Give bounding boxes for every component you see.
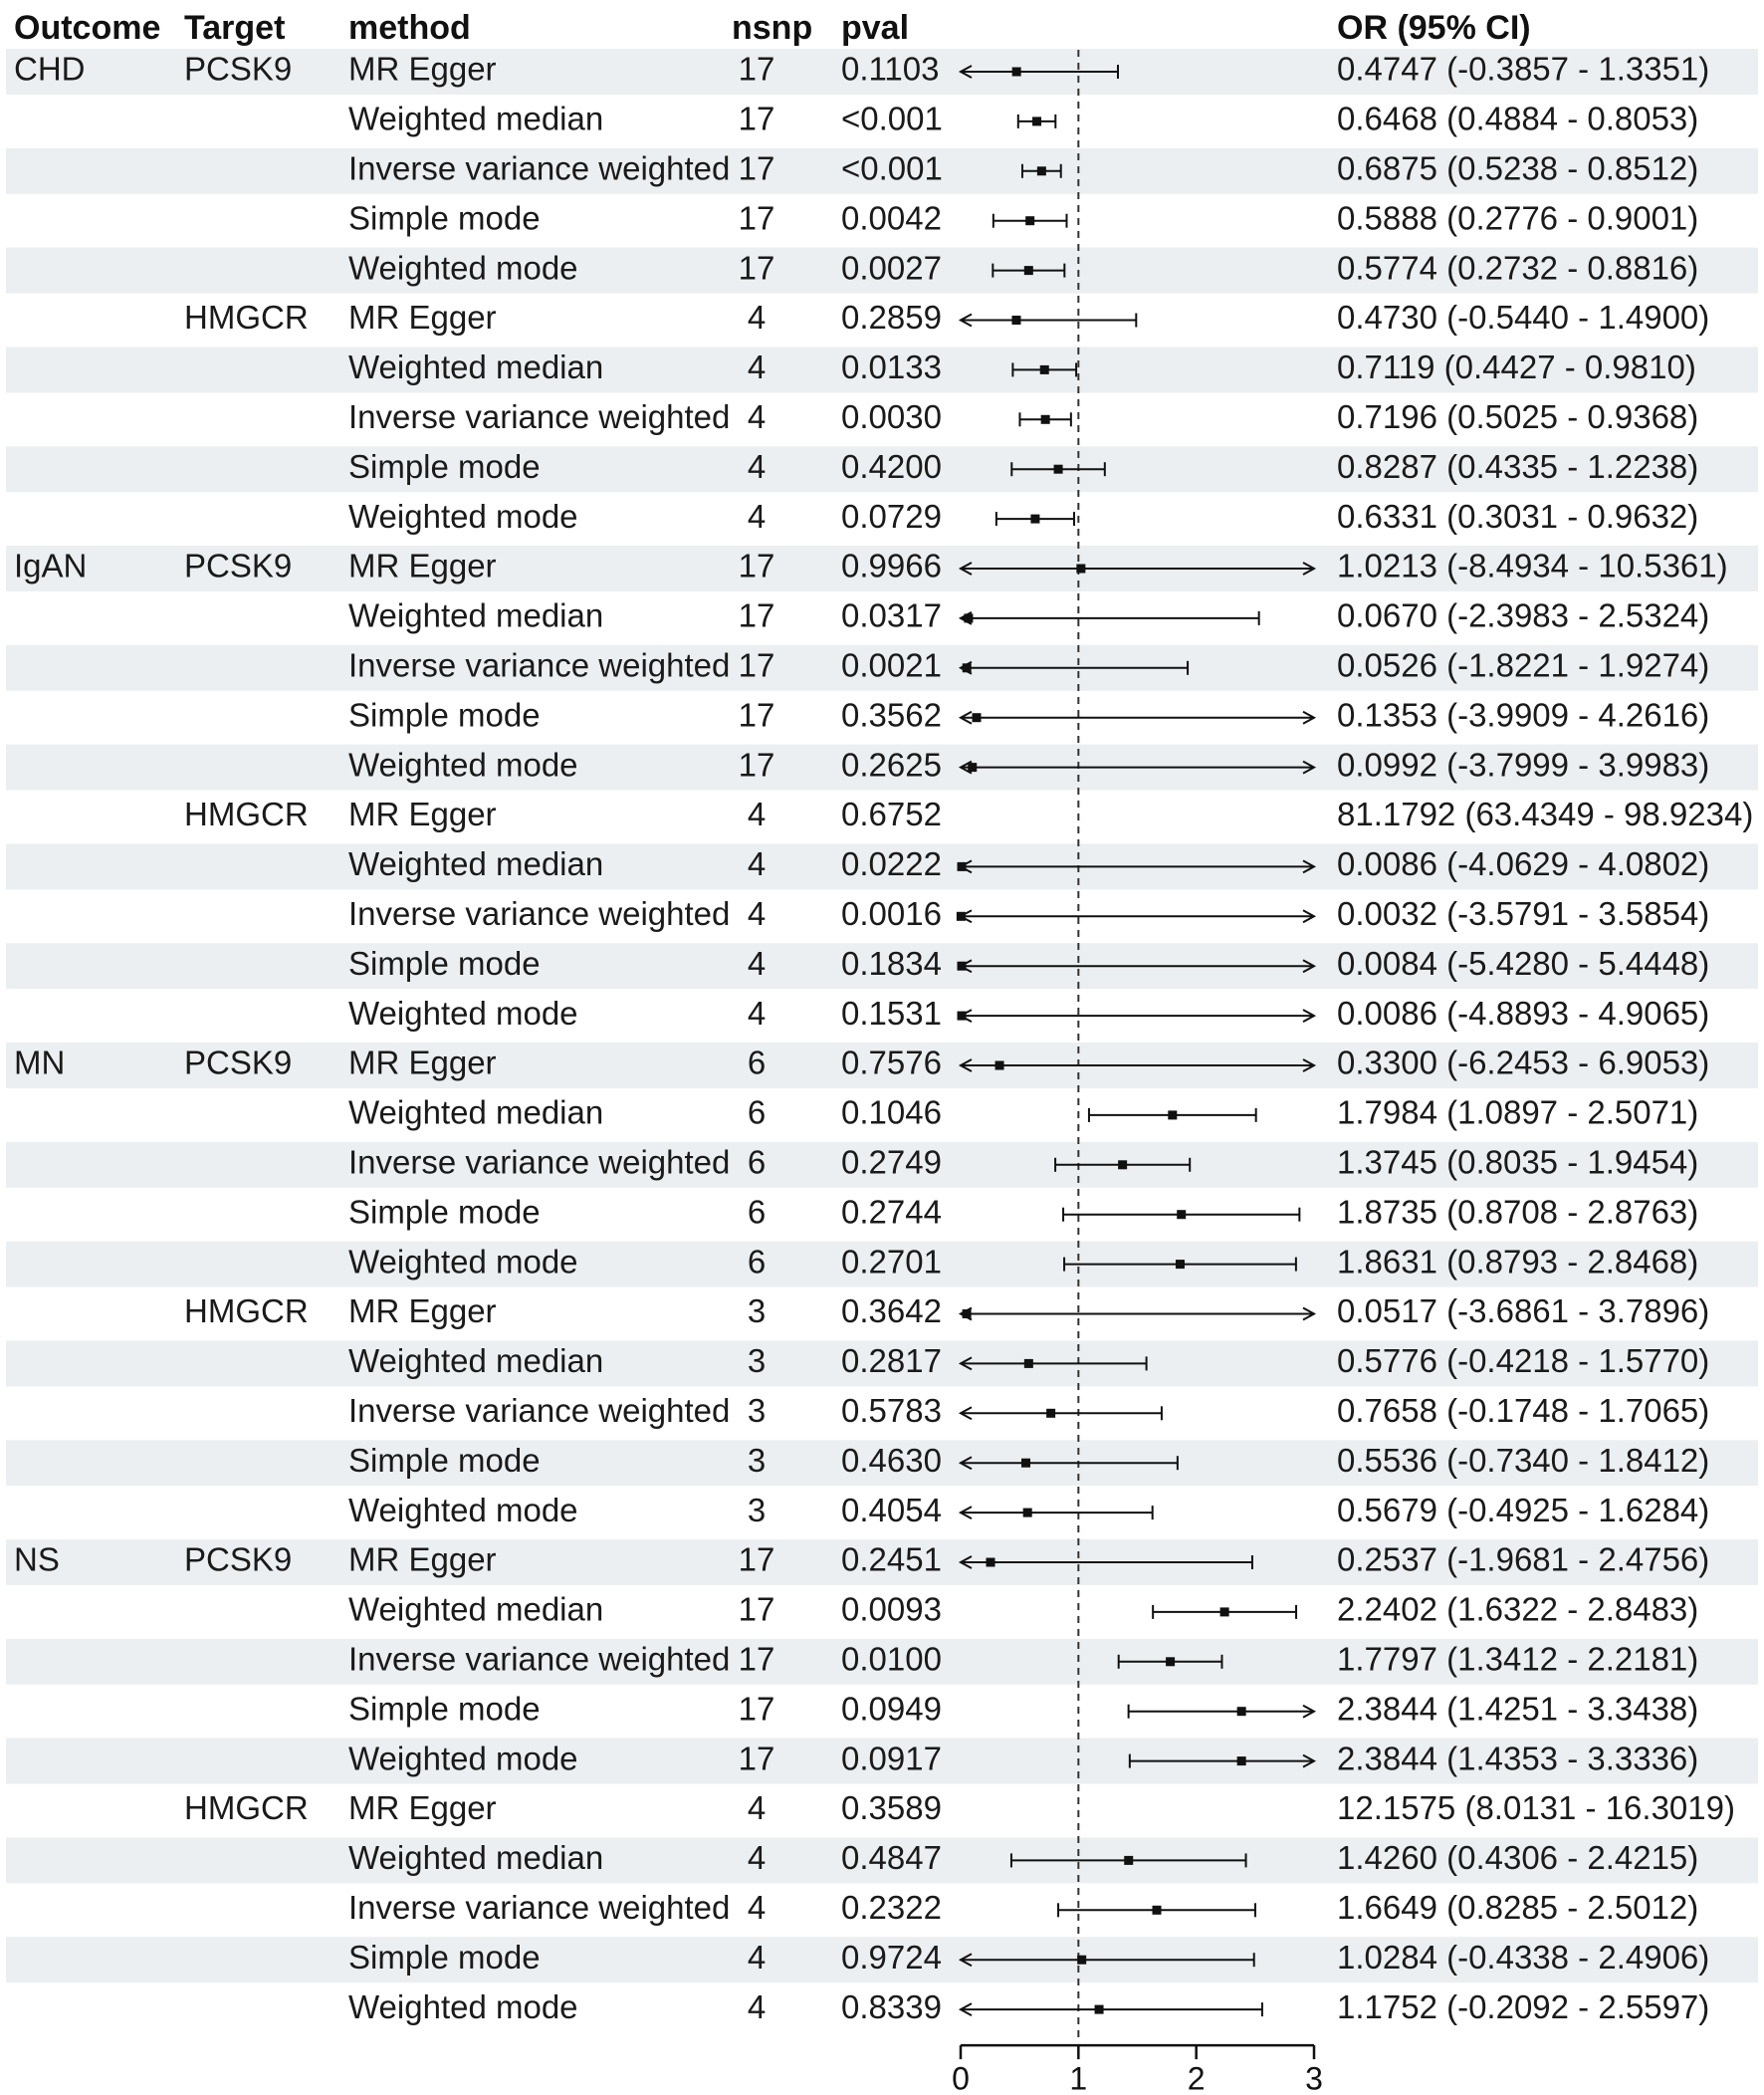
method-label: MR Egger	[348, 299, 497, 337]
or-ci-label: 0.3300 (-6.2453 - 6.9053)	[1337, 1044, 1710, 1081]
or-point	[963, 663, 972, 672]
or-ci-label: 2.2402 (1.6322 - 2.8483)	[1337, 1590, 1699, 1628]
or-point	[1124, 1856, 1133, 1865]
or-point	[964, 613, 973, 622]
table-row	[348, 1988, 1709, 2025]
pval-value: 0.1046	[841, 1093, 942, 1131]
or-point	[1024, 266, 1033, 275]
or-ci-label: 0.4730 (-0.5440 - 1.4900)	[1337, 299, 1710, 337]
or-ci-label: 0.0086 (-4.0629 - 4.0802)	[1337, 845, 1710, 883]
or-ci-label: 1.6649 (0.8285 - 2.5012)	[1337, 1889, 1699, 1927]
or-ci-label: 0.8287 (0.4335 - 1.2238)	[1337, 447, 1699, 485]
table-row	[14, 548, 1728, 584]
method-label: MR Egger	[348, 1789, 497, 1827]
nsnp-value: 3	[747, 1392, 767, 1430]
or-point	[987, 1558, 995, 1567]
method-label: Weighted mode	[348, 1243, 578, 1280]
nsnp-value: 4	[747, 1789, 767, 1827]
or-ci-label: 12.1575 (8.0131 - 16.3019)	[1337, 1789, 1735, 1827]
or-point	[1177, 1210, 1186, 1219]
or-ci-label: 0.6331 (0.3031 - 0.9632)	[1337, 497, 1699, 535]
target-label: PCSK9	[184, 1540, 293, 1578]
table-row	[348, 1889, 1698, 1926]
or-point	[1054, 465, 1063, 474]
nsnp-value: 17	[738, 1640, 775, 1678]
method-label: Simple mode	[348, 447, 541, 485]
or-ci-label: 0.0084 (-5.4280 - 5.4448)	[1337, 944, 1710, 982]
target-label: HMGCR	[184, 796, 309, 833]
pval-value: 0.0016	[841, 895, 942, 933]
or-ci-label: 81.1792 (63.4349 - 98.9234)	[1337, 796, 1754, 833]
nsnp-value: 3	[747, 1342, 767, 1380]
header-target: Target	[184, 8, 286, 47]
pval-value: 0.0917	[841, 1740, 942, 1777]
nsnp-value: 4	[747, 1839, 767, 1877]
nsnp-value: 17	[738, 746, 775, 784]
nsnp-value: 17	[738, 646, 775, 684]
header-nsnp: nsnp	[732, 8, 813, 47]
pval-value: 0.0100	[841, 1640, 942, 1678]
pval-value: 0.0729	[841, 497, 942, 535]
method-label: Simple mode	[348, 199, 541, 237]
method-label: Inverse variance weighted	[348, 149, 731, 187]
nsnp-value: 6	[747, 1093, 767, 1131]
method-label: Weighted mode	[348, 994, 578, 1032]
or-ci-label: 0.0517 (-3.6861 - 3.7896)	[1337, 1292, 1710, 1330]
table-row	[348, 597, 1709, 634]
pval-value: 0.4200	[841, 447, 942, 485]
or-point	[1166, 1657, 1175, 1666]
nsnp-value: 4	[747, 1889, 767, 1927]
outcome-label: CHD	[14, 50, 86, 88]
pval-value: 0.4054	[841, 1491, 942, 1528]
pval-value: 0.7576	[841, 1044, 942, 1081]
or-ci-label: 0.0526 (-1.8221 - 1.9274)	[1337, 646, 1710, 684]
nsnp-value: 17	[738, 149, 775, 187]
or-point	[1032, 116, 1041, 125]
nsnp-value: 4	[747, 895, 767, 933]
outcome-label: NS	[14, 1540, 60, 1578]
table-row	[348, 1591, 1698, 1628]
nsnp-value: 6	[747, 1193, 767, 1231]
or-ci-label: 1.7797 (1.3412 - 2.2181)	[1337, 1640, 1699, 1678]
or-ci-label: 0.1353 (-3.9909 - 4.2616)	[1337, 696, 1710, 734]
nsnp-value: 17	[738, 199, 775, 237]
or-point	[963, 1309, 972, 1318]
method-label: Weighted median	[348, 1590, 604, 1628]
nsnp-value: 4	[747, 944, 767, 982]
nsnp-value: 6	[747, 1044, 767, 1081]
pval-value: 0.0027	[841, 249, 942, 287]
pval-value: 0.1103	[841, 50, 940, 88]
table-row	[348, 1690, 1698, 1727]
table-row	[184, 1292, 1709, 1329]
nsnp-value: 17	[738, 249, 775, 287]
pval-value: 0.0949	[841, 1690, 942, 1728]
or-point	[1077, 1956, 1086, 1965]
or-ci-label: 0.6468 (0.4884 - 0.8053)	[1337, 100, 1699, 137]
or-ci-label: 1.8631 (0.8793 - 2.8468)	[1337, 1243, 1699, 1280]
method-label: Weighted mode	[348, 497, 578, 535]
x-tick-label: 0	[952, 2060, 970, 2095]
nsnp-value: 4	[747, 845, 767, 883]
or-ci-label: 0.0992 (-3.7999 - 3.9983)	[1337, 746, 1710, 784]
or-point	[1030, 515, 1039, 524]
nsnp-value: 4	[747, 497, 767, 535]
nsnp-value: 3	[747, 1441, 767, 1479]
pval-value: <0.001	[841, 100, 943, 137]
table-row	[348, 995, 1709, 1032]
pval-value: 0.2625	[841, 746, 942, 784]
or-point	[1118, 1160, 1127, 1169]
table-row	[348, 498, 1698, 535]
pval-value: 0.2701	[841, 1243, 942, 1280]
nsnp-value: 17	[738, 1540, 775, 1578]
pval-value: 0.0133	[841, 349, 942, 386]
x-tick-label: 2	[1187, 2060, 1206, 2095]
method-label: Weighted mode	[348, 1740, 578, 1777]
pval-value: 0.1531	[841, 994, 942, 1032]
nsnp-value: 6	[747, 1143, 767, 1181]
or-point	[1023, 1509, 1032, 1517]
method-label: MR Egger	[348, 50, 497, 88]
method-label: Weighted median	[348, 1839, 604, 1877]
pval-value: 0.0021	[841, 646, 942, 684]
or-point	[1024, 1359, 1033, 1368]
target-label: HMGCR	[184, 1789, 309, 1827]
pval-value: 0.2322	[841, 1889, 942, 1927]
table-row	[348, 199, 1698, 236]
pval-value: 0.2451	[841, 1540, 942, 1578]
method-label: Inverse variance weighted	[348, 1889, 731, 1927]
pval-value: 0.6752	[841, 796, 942, 833]
or-ci-label: 0.0670 (-2.3983 - 2.5324)	[1337, 596, 1710, 634]
or-ci-label: 0.5776 (-0.4218 - 1.5770)	[1337, 1342, 1710, 1380]
method-label: Weighted median	[348, 1093, 604, 1131]
or-ci-label: 0.5888 (0.2776 - 0.9001)	[1337, 199, 1699, 237]
method-label: Weighted mode	[348, 746, 578, 784]
or-point	[1095, 2005, 1104, 2014]
pval-value: 0.5783	[841, 1392, 942, 1430]
table-rows	[14, 51, 1753, 2025]
method-label: Simple mode	[348, 1690, 541, 1728]
or-ci-label: 2.3844 (1.4251 - 3.3438)	[1337, 1690, 1699, 1728]
header-outcome: Outcome	[14, 8, 161, 47]
pval-value: 0.0317	[841, 596, 942, 634]
or-point	[1011, 316, 1020, 325]
pval-value: 0.3642	[841, 1292, 942, 1330]
or-point	[957, 962, 966, 971]
nsnp-value: 4	[747, 1987, 767, 2025]
table-row	[348, 398, 1698, 435]
x-tick-label: 1	[1069, 2060, 1088, 2095]
or-point	[1076, 565, 1085, 574]
method-label: MR Egger	[348, 1540, 497, 1578]
or-point	[1176, 1260, 1185, 1269]
header-method: method	[348, 8, 471, 47]
or-point	[1012, 68, 1021, 77]
or-ci-label: 1.0213 (-8.4934 - 10.5361)	[1337, 547, 1728, 584]
header-pval: pval	[841, 8, 910, 47]
target-label: PCSK9	[184, 50, 293, 88]
pval-value: 0.3562	[841, 696, 942, 734]
nsnp-value: 17	[738, 596, 775, 634]
or-ci-label: 0.0086 (-4.8893 - 4.9065)	[1337, 994, 1710, 1032]
pval-value: 0.4630	[841, 1441, 942, 1479]
or-point	[1021, 1459, 1030, 1468]
or-point	[1153, 1906, 1162, 1915]
table-row	[348, 101, 1698, 137]
nsnp-value: 4	[747, 796, 767, 833]
nsnp-value: 4	[747, 299, 767, 337]
table-row	[184, 299, 1709, 336]
pval-value: 0.4847	[841, 1839, 942, 1877]
method-label: Weighted median	[348, 100, 604, 137]
pval-value: 0.0042	[841, 199, 942, 237]
or-point	[1220, 1607, 1229, 1616]
column-headers	[14, 9, 1531, 47]
or-ci-label: 2.3844 (1.4353 - 3.3336)	[1337, 1740, 1699, 1777]
or-point	[1046, 1409, 1055, 1418]
nsnp-value: 4	[747, 349, 767, 386]
nsnp-value: 4	[747, 1938, 767, 1976]
x-tick-label: 3	[1305, 2060, 1323, 2095]
method-label: Simple mode	[348, 1193, 541, 1231]
or-ci-label: 0.4747 (-0.3857 - 1.3351)	[1337, 50, 1710, 88]
pval-value: 0.1834	[841, 944, 942, 982]
table-row	[14, 1541, 1709, 1578]
target-label: HMGCR	[184, 299, 309, 337]
or-point	[1041, 415, 1050, 424]
table-row	[348, 1492, 1709, 1528]
method-label: Inverse variance weighted	[348, 1640, 731, 1678]
method-label: Weighted mode	[348, 249, 578, 287]
method-label: MR Egger	[348, 1292, 497, 1330]
or-ci-label: 0.2537 (-1.9681 - 2.4756)	[1337, 1540, 1710, 1578]
nsnp-value: 17	[738, 1740, 775, 1777]
pval-value: 0.9966	[841, 547, 942, 584]
nsnp-value: 17	[738, 1590, 775, 1628]
or-point	[958, 1012, 967, 1021]
target-label: PCSK9	[184, 1044, 293, 1081]
method-label: Inverse variance weighted	[348, 646, 731, 684]
table-row	[348, 895, 1709, 932]
or-point	[1237, 1756, 1246, 1765]
method-label: Simple mode	[348, 1441, 541, 1479]
or-ci-label: 0.5536 (-0.7340 - 1.8412)	[1337, 1441, 1710, 1479]
method-label: Weighted median	[348, 1342, 604, 1380]
nsnp-value: 6	[747, 1243, 767, 1280]
pval-value: 0.2744	[841, 1193, 942, 1231]
or-point	[1040, 365, 1049, 374]
pval-value: 0.2817	[841, 1342, 942, 1380]
method-label: MR Egger	[348, 547, 497, 584]
or-point	[1168, 1110, 1177, 1119]
method-label: Weighted median	[348, 845, 604, 883]
pval-value: 0.2749	[841, 1143, 942, 1181]
or-point	[958, 862, 967, 871]
pval-value: 0.0093	[841, 1590, 942, 1628]
method-label: Simple mode	[348, 696, 541, 734]
outcome-label: IgAN	[14, 547, 88, 584]
or-point	[1025, 216, 1034, 225]
target-label: HMGCR	[184, 1292, 309, 1330]
table-row	[348, 696, 1709, 733]
method-label: Weighted median	[348, 349, 604, 386]
method-label: Inverse variance weighted	[348, 895, 731, 933]
table-row	[14, 51, 1709, 88]
x-axis	[952, 2045, 1323, 2095]
method-label: Inverse variance weighted	[348, 1143, 731, 1181]
method-label: Weighted median	[348, 596, 604, 634]
method-label: MR Egger	[348, 796, 497, 833]
method-label: Simple mode	[348, 944, 541, 982]
or-ci-label: 0.7119 (0.4427 - 0.9810)	[1337, 349, 1696, 386]
pval-value: 0.2859	[841, 299, 942, 337]
header-or-ci: OR (95% CI)	[1337, 8, 1531, 47]
pval-value: 0.0222	[841, 845, 942, 883]
method-label: Weighted mode	[348, 1491, 578, 1528]
or-ci-label: 1.4260 (0.4306 - 2.4215)	[1337, 1839, 1699, 1877]
nsnp-value: 4	[747, 994, 767, 1032]
method-label: MR Egger	[348, 1044, 497, 1081]
nsnp-value: 3	[747, 1491, 767, 1528]
or-point	[1037, 166, 1046, 175]
nsnp-value: 3	[747, 1292, 767, 1330]
or-ci-label: 0.5774 (0.2732 - 0.8816)	[1337, 249, 1699, 287]
or-ci-label: 0.7196 (0.5025 - 0.9368)	[1337, 398, 1699, 436]
nsnp-value: 17	[738, 547, 775, 584]
or-ci-label: 1.1752 (-0.2092 - 2.5597)	[1337, 1987, 1710, 2025]
pval-value: 0.0030	[841, 398, 942, 436]
nsnp-value: 4	[747, 447, 767, 485]
method-label: Weighted mode	[348, 1987, 578, 2025]
table-row	[348, 1392, 1709, 1429]
nsnp-value: 17	[738, 100, 775, 137]
method-label: Inverse variance weighted	[348, 398, 731, 436]
outcome-label: MN	[14, 1044, 66, 1081]
or-point	[957, 912, 966, 921]
pval-value: 0.8339	[841, 1987, 942, 2025]
target-label: PCSK9	[184, 547, 293, 584]
table-row	[184, 796, 1753, 832]
nsnp-value: 17	[738, 50, 775, 88]
or-point	[968, 763, 977, 772]
or-ci-label: 1.8735 (0.8708 - 2.8763)	[1337, 1193, 1699, 1231]
nsnp-value: 17	[738, 1690, 775, 1728]
or-point	[995, 1061, 1004, 1070]
or-ci-label: 0.6875 (0.5238 - 0.8512)	[1337, 149, 1699, 187]
or-ci-label: 1.0284 (-0.4338 - 2.4906)	[1337, 1938, 1710, 1976]
or-point	[973, 713, 982, 722]
or-ci-label: 1.3745 (0.8035 - 1.9454)	[1337, 1143, 1699, 1181]
or-ci-label: 0.5679 (-0.4925 - 1.6284)	[1337, 1491, 1710, 1528]
pval-value: 0.3589	[841, 1789, 942, 1827]
table-row	[348, 1193, 1698, 1230]
table-row	[184, 1789, 1735, 1826]
or-point	[1237, 1707, 1246, 1716]
method-label: Inverse variance weighted	[348, 1392, 731, 1430]
table-row	[14, 1045, 1709, 1081]
nsnp-value: 17	[738, 696, 775, 734]
pval-value: <0.001	[841, 149, 943, 187]
nsnp-value: 4	[747, 398, 767, 436]
or-ci-label: 0.0032 (-3.5791 - 3.5854)	[1337, 895, 1710, 933]
or-ci-label: 1.7984 (1.0897 - 2.5071)	[1337, 1093, 1699, 1131]
or-ci-label: 0.7658 (-0.1748 - 1.7065)	[1337, 1392, 1710, 1430]
pval-value: 0.9724	[841, 1938, 942, 1976]
method-label: Simple mode	[348, 1938, 541, 1976]
table-row	[348, 1094, 1698, 1131]
